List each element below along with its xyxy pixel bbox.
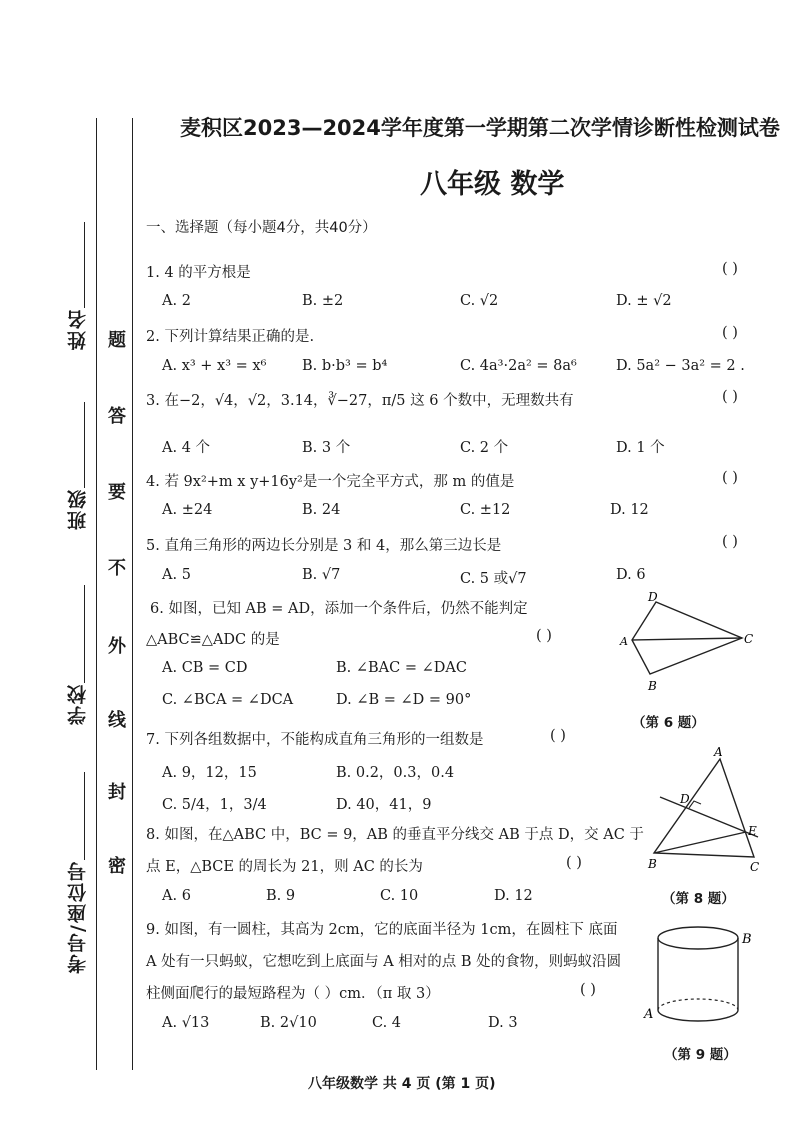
- q8-option-c: C. 10: [380, 888, 419, 904]
- class-blank[interactable]: [84, 402, 85, 488]
- fig6-diagonal-ac: [632, 638, 742, 640]
- q6-option-b: B. ∠BAC = ∠DAC: [336, 660, 467, 676]
- figure-8-triangle: [640, 745, 770, 880]
- q8-answer-paren[interactable]: ( ): [566, 855, 582, 871]
- exam-subtitle: 八年级 数学: [420, 169, 565, 200]
- student-name-blank[interactable]: [84, 222, 85, 308]
- fig8-segment-be: [654, 832, 746, 853]
- fig6-label-a: A: [620, 635, 628, 648]
- q9-answer-paren[interactable]: ( ): [580, 982, 596, 998]
- q8-option-b: B. 9: [266, 888, 296, 904]
- q7-option-d: D. 40，41，9: [336, 797, 432, 813]
- fig6-label-b: B: [648, 679, 657, 693]
- q9-stem-line2: A 处有一只蚂蚁，它想吃到上底面与 A 相对的点 B 处的食物，则蚂蚁沿圆: [146, 954, 622, 970]
- q5-option-b: B. √7: [302, 567, 341, 583]
- q9-option-d: D. 3: [488, 1015, 518, 1031]
- q6-answer-paren[interactable]: ( ): [536, 628, 552, 644]
- school-blank[interactable]: [84, 585, 85, 683]
- page-footer: 八年级数学 共 4 页 (第 1 页): [308, 1076, 496, 1092]
- fig8-label-d: D: [680, 792, 690, 806]
- q7-option-b: B. 0.2，0.3，0.4: [336, 765, 455, 781]
- q4-option-d: D. 12: [610, 502, 649, 518]
- seal-char-2: 答: [108, 406, 126, 427]
- q9-option-a: A. √13: [162, 1015, 210, 1031]
- figure-9-caption: （第 9 题）: [664, 1047, 737, 1063]
- q8-option-a: A. 6: [162, 888, 191, 904]
- q2-option-c: C. 4a³·2a² = 8a⁶: [460, 358, 577, 374]
- exam-title: 麦积区2023—2024学年度第一学期第二次学情诊断性检测试卷: [180, 116, 780, 140]
- q9-stem-line3: 柱侧面爬行的最短路程为（ ）cm．（π 取 3）: [146, 986, 440, 1002]
- school-label: 学校: [67, 683, 89, 725]
- q1-option-d: D. ± √2: [616, 293, 672, 309]
- seat-number-label: 考号/座位号: [67, 860, 89, 974]
- q9-option-b: B. 2√10: [260, 1015, 317, 1031]
- q7-option-c: C. 5/4，1，3/4: [162, 797, 267, 813]
- q3-option-c: C. 2 个: [460, 440, 509, 456]
- q2-option-d: D. 5a² − 3a² = 2 .: [616, 358, 745, 374]
- q3-option-d: D. 1 个: [616, 440, 665, 456]
- figure-9-cylinder: [640, 918, 764, 1036]
- q2-stem: 2. 下列计算结果正确的是.: [146, 329, 315, 345]
- class-label: 班级: [67, 488, 89, 530]
- q4-option-c: C. ±12: [460, 502, 511, 518]
- q9-stem-line1: 9. 如图，有一圆柱，其高为 2cm，它的底面半径为 1cm，在圆柱下 底面: [146, 922, 618, 938]
- q4-option-a: A. ±24: [162, 502, 213, 518]
- q8-option-d: D. 12: [494, 888, 533, 904]
- fig8-right-angle-mark: [689, 801, 701, 808]
- fig6-label-d: D: [648, 590, 658, 604]
- student-name-label: 姓名: [67, 308, 89, 350]
- q6-option-d: D. ∠B = ∠D = 90°: [336, 692, 472, 708]
- fig8-label-b: B: [648, 857, 657, 871]
- fig9-label-a: A: [644, 1007, 654, 1022]
- q3-option-b: B. 3 个: [302, 440, 351, 456]
- q1-answer-paren[interactable]: ( ): [722, 261, 738, 277]
- q5-option-c: C. 5 或√7: [460, 571, 527, 587]
- q6-option-a: A. CB = CD: [162, 660, 248, 676]
- q1-option-a: A. 2: [162, 293, 191, 309]
- q4-stem: 4. 若 9x²+m x y+16y²是一个完全平方式，那 m 的值是: [146, 474, 515, 490]
- seal-char-3: 要: [108, 482, 126, 503]
- q3-answer-paren[interactable]: ( ): [722, 389, 738, 405]
- fig8-perpendicular-bisector: [660, 797, 758, 837]
- fig8-label-a: A: [714, 745, 723, 759]
- seal-char-1: 题: [108, 330, 126, 351]
- seal-char-5: 外: [108, 636, 126, 657]
- q6-stem-line1: 6. 如图，已知 AB = AD，添加一个条件后，仍然不能判定: [150, 601, 528, 617]
- fig8-label-e: E: [748, 824, 757, 838]
- q5-option-a: A. 5: [162, 567, 191, 583]
- q1-option-b: B. ±2: [302, 293, 344, 309]
- q5-answer-paren[interactable]: ( ): [722, 534, 738, 550]
- fig9-label-b: B: [742, 932, 752, 947]
- figure-6-quadrilateral: [610, 590, 760, 700]
- q2-option-a: A. x³ + x³ = x⁶: [162, 358, 267, 374]
- q1-stem: 1. 4 的平方根是: [146, 265, 251, 281]
- q5-stem: 5. 直角三角形的两边长分别是 3 和 4，那么第三边长是: [146, 538, 502, 554]
- q9-option-c: C. 4: [372, 1015, 402, 1031]
- fig9-top-ellipse: [658, 927, 738, 949]
- fig9-bottom-back: [658, 999, 738, 1010]
- seal-char-6: 线: [108, 710, 126, 731]
- q7-answer-paren[interactable]: ( ): [550, 728, 566, 744]
- q4-option-b: B. 24: [302, 502, 341, 518]
- fig6-label-c: C: [744, 632, 754, 646]
- q2-answer-paren[interactable]: ( ): [722, 325, 738, 341]
- q3-stem: 3. 在−2，√4，√2，3.14，∛−27，π/5 这 6 个数中，无理数共有: [146, 393, 574, 409]
- q2-option-b: B. b·b³ = b⁴: [302, 358, 388, 374]
- q1-option-c: C. √2: [460, 293, 499, 309]
- fig9-bottom-front: [658, 1010, 738, 1021]
- figure-6-caption: （第 6 题）: [632, 715, 705, 731]
- seal-char-8: 密: [108, 856, 126, 877]
- seat-number-blank[interactable]: [84, 772, 85, 860]
- q6-option-c: C. ∠BCA = ∠DCA: [162, 692, 294, 708]
- q8-stem-line2: 点 E，△BCE 的周长为 21，则 AC 的长为: [146, 859, 423, 875]
- q7-option-a: A. 9，12，15: [162, 765, 257, 781]
- fig8-label-c: C: [750, 860, 760, 874]
- q6-stem-line2: △ABC≌△ADC 的是: [146, 632, 280, 648]
- seal-char-4: 不: [108, 558, 126, 579]
- section-heading: 一、选择题（每小题4分，共40分）: [146, 220, 377, 236]
- q4-answer-paren[interactable]: ( ): [722, 470, 738, 486]
- q3-option-a: A. 4 个: [162, 440, 211, 456]
- figure-8-caption: （第 8 题）: [662, 891, 735, 907]
- q8-stem-line1: 8. 如图，在△ABC 中，BC = 9，AB 的垂直平分线交 AB 于点 D，交 AC 于: [146, 827, 644, 843]
- binding-line-left: [96, 118, 97, 1070]
- binding-line-right: [132, 118, 133, 1070]
- seal-char-7: 封: [108, 782, 126, 803]
- q7-stem: 7. 下列各组数据中，不能构成直角三角形的一组数是: [146, 732, 484, 748]
- q5-option-d: D. 6: [616, 567, 646, 583]
